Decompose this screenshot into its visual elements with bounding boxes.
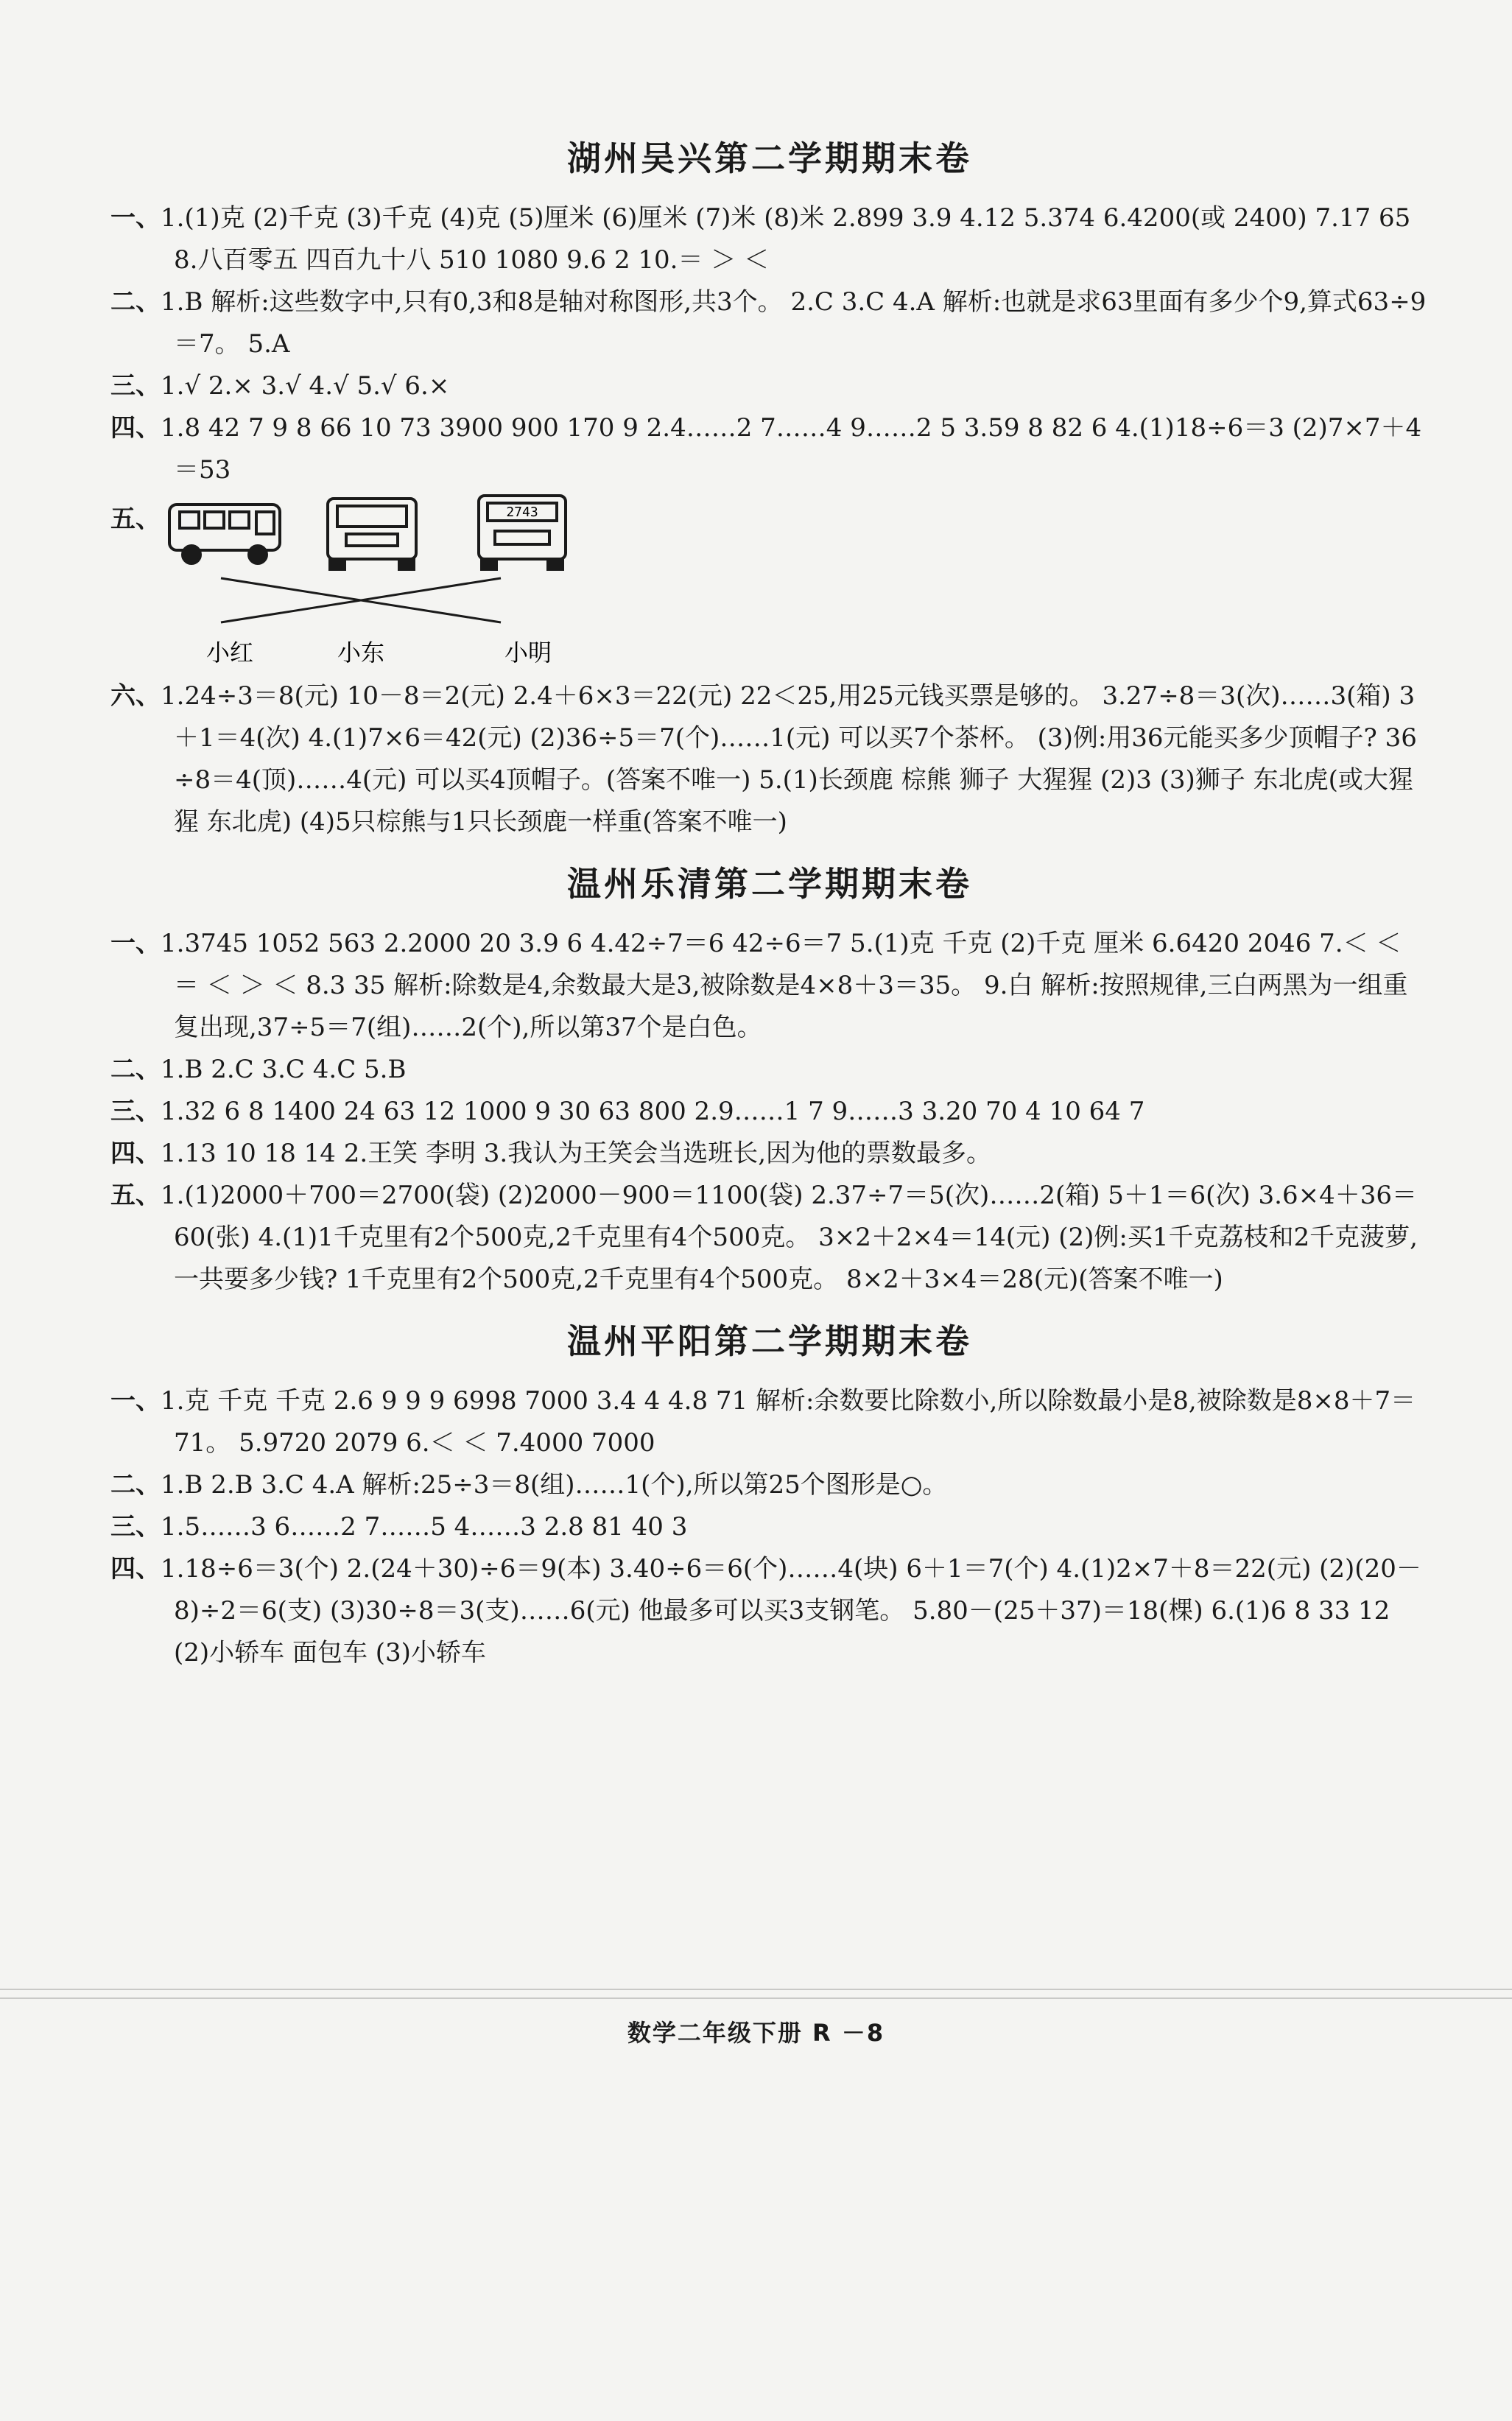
block-text: 1.克 千克 千克 2.6 9 9 9 6998 7000 3.4 4 4.8 71 解析:余数要比除数小,所以除数最小是8,被除数是8×8＋7＝71。 5.9720 2079 6.＜ ＜ 7.4000 7000 (161, 1386, 1416, 1458)
block-text: 1.5……3 6……2 7……5 4……3 2.8 81 40 3 (161, 1512, 688, 1542)
block-lead: 三、 (110, 1097, 161, 1126)
footer-divider (0, 1997, 1512, 1999)
section-yueqing (110, 858, 1429, 1301)
block-lead: 一、 (110, 1386, 161, 1416)
block-lead: 五、 (110, 505, 161, 534)
answer-block (110, 1506, 1429, 1548)
answer-block (110, 1175, 1429, 1301)
block-text: 1.24÷3＝8(元) 10－8＝2(元) 2.4＋6×3＝22(元) 22＜25,用25元钱买票是够的。 3.27÷8＝3(次)……3(箱) 3＋1＝4(次) 4.(1)7×6＝42(元) (2)36÷5＝7(个)……1(元) 可以买7个茶杯。 (3)例:用36元能买多少顶帽子? 36÷8＝4(顶)……4(元) 可以买4顶帽子。(答案不唯一) 5.(1)长颈鹿 棕熊 狮子 大猩猩 (2)3 (3)狮子 东北虎(或大猩猩 东北虎) (4)5只棕熊与1只长颈鹿一样重(答案不唯一) (161, 681, 1417, 837)
answer-block (110, 365, 1429, 407)
block-lead: 四、 (110, 413, 161, 443)
plate-text: 2743 (506, 505, 538, 520)
answer-block (110, 1091, 1429, 1133)
label-xiaoming: 小明 (504, 639, 552, 667)
block-lead: 四、 (110, 1139, 161, 1168)
section-pingyang (110, 1315, 1429, 1674)
block-lead: 一、 (110, 929, 161, 958)
block-text: 1.32 6 8 1400 24 63 12 1000 9 30 63 800 2.9……1 7 9……3 3.20 70 4 10 64 7 (161, 1097, 1145, 1126)
block-text: 1.√ 2.× 3.√ 4.√ 5.√ 6.× (161, 371, 450, 401)
footer-divider (0, 1989, 1512, 1990)
answer-block (110, 407, 1429, 491)
answer-block (110, 1133, 1429, 1175)
answer-block (110, 1548, 1429, 1674)
answer-block (110, 675, 1429, 843)
block-text: 1.3745 1052 563 2.2000 20 3.9 6 4.42÷7＝6 42÷6＝7 5.(1)克 千克 (2)千克 厘米 6.6420 2046 7.＜ ＜ ＝ ＜ ＞ ＜ 8.3 35 解析:除数是4,余数最大是3,被除数是4×8＋3＝35。 9.白 解析:按照规律,三白两黑为一组重复出现,37÷5＝7(组)……2(个),所以第37个是白色。 (161, 929, 1410, 1042)
block-text: 1.(1)克 (2)千克 (3)千克 (4)克 (5)厘米 (6)厘米 (7)米 (8)米 2.899 3.9 4.12 5.374 6.4200(或 2400) 7.17 65 8.八百零五 四百九十八 510 1080 9.6 2 10.＝ ＞ ＜ (161, 203, 1419, 275)
block-lead: 六、 (110, 681, 161, 711)
label-xiaodong: 小东 (337, 639, 385, 667)
block-text: 1.B 解析:这些数字中,只有0,3和8是轴对称图形,共3个。 2.C 3.C 4.A 解析:也就是求63里面有多少个9,算式63÷9＝7。 5.A (161, 287, 1427, 359)
section-title: 温州平阳第二学期期末卷 (567, 1321, 972, 1361)
block-text: 1.(1)2000＋700＝2700(袋) (2)2000－900＝1100(袋) 2.37÷7＝5(次)……2(箱) 5＋1＝6(次) 3.6×4＋36＝60(张) 4.(1)1千克里有2个500克,2千克里有4个500克。 3×2＋2×4＝14(元) (2)例:买1千克荔枝和2千克菠萝,一共要多少钱? 1千克里有2个500克,2千克里有4个500克。 8×2＋3×4＝28(元)(答案不唯一) (161, 1181, 1418, 1294)
block-text: 1.13 10 18 14 2.王笑 李明 3.我认为王笑会当选班长,因为他的票数最多。 (161, 1139, 992, 1168)
answer-block (110, 197, 1429, 281)
label-xiaohong: 小红 (206, 639, 254, 667)
block-lead: 五、 (110, 1181, 161, 1210)
section-huzhou (110, 133, 1429, 843)
van-front-icon (328, 499, 416, 569)
answer-page (110, 118, 1429, 1674)
answer-block (110, 923, 1429, 1049)
block-lead: 四、 (110, 1554, 161, 1584)
block-lead: 二、 (110, 287, 161, 317)
answer-block (110, 281, 1429, 365)
answer-block (110, 1380, 1429, 1464)
block-lead: 一、 (110, 203, 161, 233)
matching-lines (221, 578, 501, 622)
block-text: 1.8 42 7 9 8 66 10 73 3900 900 170 9 2.4……2 7……4 9……2 5 3.59 8 82 6 4.(1)18÷6＝3 (2)7×7＋4＝53 (161, 413, 1422, 485)
answer-block (110, 1049, 1429, 1091)
block-text: 1.B 2.C 3.C 4.C 5.B (161, 1055, 407, 1084)
answer-block (110, 1464, 1429, 1506)
matching-figure (155, 491, 670, 675)
block-lead: 二、 (110, 1055, 161, 1084)
page-footer: 数学二年级下册 R －8 (627, 2019, 885, 2047)
block-text: 1.B 2.B 3.C 4.A 解析:25÷3＝8(组)……1(个),所以第25个图形是○。 (161, 1470, 948, 1500)
bus-icon (169, 505, 280, 563)
section-title: 湖州吴兴第二学期期末卷 (567, 138, 972, 178)
section-title: 温州乐清第二学期期末卷 (567, 864, 972, 904)
vehicle-matching-diagram (110, 491, 1429, 675)
block-text: 1.18÷6＝3(个) 2.(24＋30)÷6＝9(本) 3.40÷6＝6(个)……4(块) 6＋1＝7(个) 4.(1)2×7＋8＝22(元) (2)(20－8)÷2＝6(支) (3)30÷8＝3(支)……6(元) 他最多可以买3支钢笔。 5.80－(25＋37)＝18(棵) 6.(1)6 8 33 12 (2)小轿车 面包车 (3)小轿车 (161, 1554, 1421, 1668)
block-lead: 三、 (110, 371, 161, 401)
block-lead: 二、 (110, 1470, 161, 1500)
block-lead: 三、 (110, 1512, 161, 1542)
